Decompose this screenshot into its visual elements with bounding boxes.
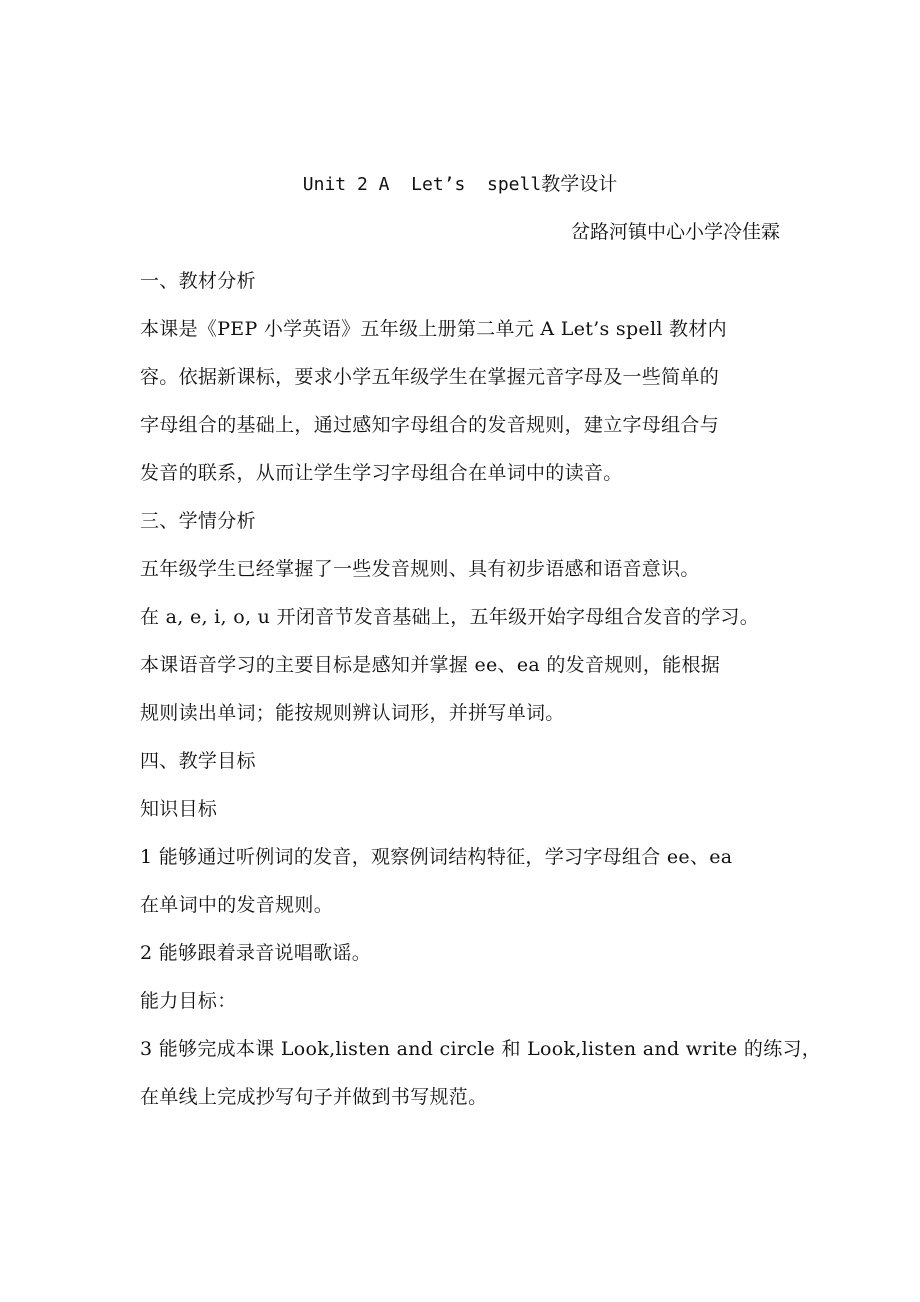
title-cjk: 教学设计 — [541, 173, 618, 195]
title-latin: Unit 2 A Let’s spell — [302, 174, 542, 195]
author-line: 岔路河镇中心小学冷佳霖 — [570, 221, 780, 243]
paragraph-line: 2 能够跟着录音说唱歌谣。 — [140, 942, 372, 964]
subheading-knowledge-goals: 知识目标 — [140, 798, 218, 820]
section-heading-teaching-goals: 四、教学目标 — [140, 750, 256, 772]
paragraph-line: 字母组合的基础上，通过感知字母组合的发音规则，建立字母组合与 — [140, 414, 720, 436]
paragraph-line: 在单线上完成抄写句子并做到书写规范。 — [140, 1086, 488, 1108]
section-heading-learner-analysis: 三、学情分析 — [140, 510, 256, 532]
paragraph-line: 在 a, e, i, o, u 开闭音节发音基础上，五年级开始字母组合发音的学习。 — [140, 606, 760, 628]
paragraph-line: 规则读出单词；能按规则辨认词形，并拼写单词。 — [140, 702, 565, 724]
paragraph-line: 发音的联系，从而让学生学习字母组合在单词中的读音。 — [140, 462, 623, 484]
subheading-ability-goals: 能力目标： — [140, 990, 237, 1012]
document-title — [0, 172, 920, 197]
section-heading-textbook-analysis: 一、教材分析 — [140, 270, 256, 292]
paragraph-line: 五年级学生已经掌握了一些发音规则、具有初步语感和语音意识。 — [140, 558, 700, 580]
paragraph-line: 1 能够通过听例词的发音，观察例词结构特征，学习字母组合 ee、ea — [140, 846, 733, 868]
paragraph-line: 本课是《PEP 小学英语》五年级上册第二单元 A Let’s spell 教材内 — [140, 318, 727, 340]
paragraph-line: 容。依据新课标，要求小学五年级学生在掌握元音字母及一些简单的 — [140, 366, 720, 388]
paragraph-line: 在单词中的发音规则。 — [140, 894, 334, 916]
paragraph-line: 本课语音学习的主要目标是感知并掌握 ee、ea 的发音规则，能根据 — [140, 654, 721, 676]
paragraph-line: 3 能够完成本课 Look,listen and circle 和 Look,listen and write 的练习， — [140, 1038, 822, 1060]
